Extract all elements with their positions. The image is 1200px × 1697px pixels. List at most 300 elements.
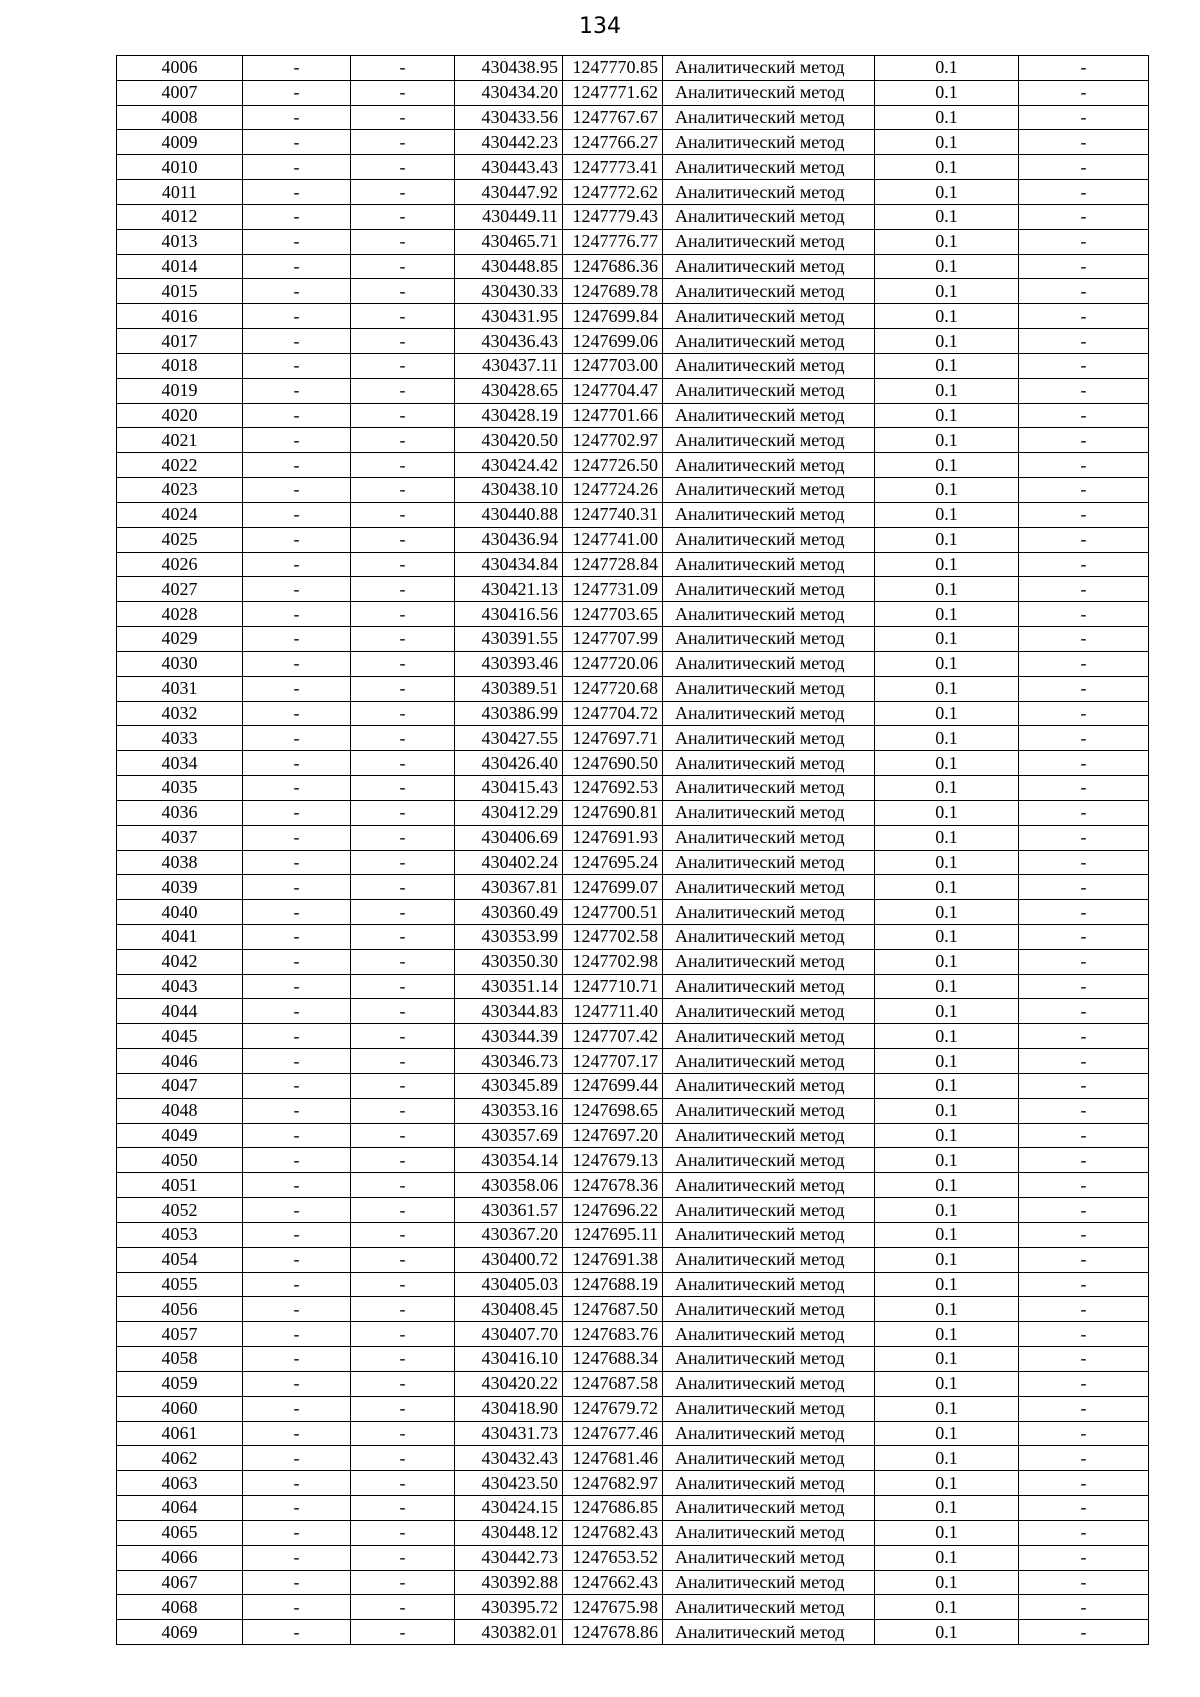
- x-coordinate-cell: 430408.45: [455, 1297, 563, 1322]
- point-number-cell: 4008: [117, 105, 243, 130]
- y-coordinate-cell: 1247704.47: [563, 378, 663, 403]
- point-number-cell: 4062: [117, 1446, 243, 1471]
- x-coordinate-cell: 430353.99: [455, 924, 563, 949]
- description-cell: -: [1019, 1421, 1149, 1446]
- point-number-cell: 4053: [117, 1222, 243, 1247]
- x-coordinate-cell: 430389.51: [455, 676, 563, 701]
- x-coordinate-cell: 430382.01: [455, 1620, 563, 1645]
- x-coordinate-cell: 430424.42: [455, 453, 563, 478]
- accuracy-cell: 0.1: [875, 776, 1019, 801]
- accuracy-cell: 0.1: [875, 800, 1019, 825]
- table-row: [117, 1471, 1149, 1496]
- table-row: [117, 1620, 1149, 1645]
- empty-cell: -: [351, 130, 455, 155]
- y-coordinate-cell: 1247779.43: [563, 204, 663, 229]
- description-cell: -: [1019, 1620, 1149, 1645]
- y-coordinate-cell: 1247771.62: [563, 80, 663, 105]
- empty-cell: -: [351, 627, 455, 652]
- x-coordinate-cell: 430428.19: [455, 403, 563, 428]
- y-coordinate-cell: 1247772.62: [563, 180, 663, 205]
- table-row: [117, 204, 1149, 229]
- x-coordinate-cell: 430402.24: [455, 850, 563, 875]
- empty-cell: -: [243, 701, 351, 726]
- method-cell: Аналитический метод: [663, 1024, 875, 1049]
- empty-cell: -: [351, 279, 455, 304]
- description-cell: -: [1019, 1545, 1149, 1570]
- accuracy-cell: 0.1: [875, 453, 1019, 478]
- empty-cell: -: [243, 527, 351, 552]
- accuracy-cell: 0.1: [875, 1297, 1019, 1322]
- method-cell: Аналитический метод: [663, 353, 875, 378]
- description-cell: -: [1019, 900, 1149, 925]
- y-coordinate-cell: 1247686.85: [563, 1496, 663, 1521]
- x-coordinate-cell: 430400.72: [455, 1247, 563, 1272]
- method-cell: Аналитический метод: [663, 204, 875, 229]
- point-number-cell: 4006: [117, 56, 243, 81]
- empty-cell: -: [351, 1247, 455, 1272]
- x-coordinate-cell: 430345.89: [455, 1073, 563, 1098]
- point-number-cell: 4027: [117, 577, 243, 602]
- description-cell: -: [1019, 329, 1149, 354]
- empty-cell: -: [351, 602, 455, 627]
- x-coordinate-cell: 430358.06: [455, 1173, 563, 1198]
- x-coordinate-cell: 430405.03: [455, 1272, 563, 1297]
- table-row: [117, 1222, 1149, 1247]
- method-cell: Аналитический метод: [663, 502, 875, 527]
- empty-cell: -: [243, 651, 351, 676]
- table-row: [117, 602, 1149, 627]
- accuracy-cell: 0.1: [875, 1073, 1019, 1098]
- table-row: [117, 1545, 1149, 1570]
- description-cell: -: [1019, 80, 1149, 105]
- description-cell: -: [1019, 1049, 1149, 1074]
- table-body: [117, 56, 1149, 1645]
- empty-cell: -: [351, 1471, 455, 1496]
- y-coordinate-cell: 1247686.36: [563, 254, 663, 279]
- table-row: [117, 155, 1149, 180]
- point-number-cell: 4028: [117, 602, 243, 627]
- point-number-cell: 4015: [117, 279, 243, 304]
- empty-cell: -: [243, 204, 351, 229]
- x-coordinate-cell: 430436.94: [455, 527, 563, 552]
- empty-cell: -: [243, 180, 351, 205]
- table-row: [117, 1198, 1149, 1223]
- table-row: [117, 180, 1149, 205]
- y-coordinate-cell: 1247720.06: [563, 651, 663, 676]
- y-coordinate-cell: 1247683.76: [563, 1322, 663, 1347]
- description-cell: -: [1019, 1198, 1149, 1223]
- description-cell: -: [1019, 180, 1149, 205]
- description-cell: -: [1019, 155, 1149, 180]
- description-cell: -: [1019, 552, 1149, 577]
- table-row: [117, 627, 1149, 652]
- point-number-cell: 4020: [117, 403, 243, 428]
- empty-cell: -: [351, 1570, 455, 1595]
- table-row: [117, 403, 1149, 428]
- empty-cell: -: [351, 453, 455, 478]
- method-cell: Аналитический метод: [663, 1371, 875, 1396]
- method-cell: Аналитический метод: [663, 1446, 875, 1471]
- x-coordinate-cell: 430354.14: [455, 1148, 563, 1173]
- table-row: [117, 80, 1149, 105]
- description-cell: -: [1019, 1173, 1149, 1198]
- x-coordinate-cell: 430447.92: [455, 180, 563, 205]
- accuracy-cell: 0.1: [875, 502, 1019, 527]
- y-coordinate-cell: 1247711.40: [563, 999, 663, 1024]
- empty-cell: -: [351, 378, 455, 403]
- table-row: [117, 999, 1149, 1024]
- accuracy-cell: 0.1: [875, 56, 1019, 81]
- method-cell: Аналитический метод: [663, 304, 875, 329]
- accuracy-cell: 0.1: [875, 1049, 1019, 1074]
- table-row: [117, 304, 1149, 329]
- description-cell: -: [1019, 726, 1149, 751]
- table-row: [117, 453, 1149, 478]
- empty-cell: -: [243, 1620, 351, 1645]
- accuracy-cell: 0.1: [875, 1471, 1019, 1496]
- accuracy-cell: 0.1: [875, 726, 1019, 751]
- method-cell: Аналитический метод: [663, 751, 875, 776]
- empty-cell: -: [351, 180, 455, 205]
- point-number-cell: 4066: [117, 1545, 243, 1570]
- point-number-cell: 4058: [117, 1347, 243, 1372]
- description-cell: -: [1019, 1570, 1149, 1595]
- empty-cell: -: [243, 1297, 351, 1322]
- accuracy-cell: 0.1: [875, 1024, 1019, 1049]
- accuracy-cell: 0.1: [875, 949, 1019, 974]
- description-cell: -: [1019, 701, 1149, 726]
- empty-cell: -: [351, 701, 455, 726]
- method-cell: Аналитический метод: [663, 1471, 875, 1496]
- method-cell: Аналитический метод: [663, 478, 875, 503]
- point-number-cell: 4019: [117, 378, 243, 403]
- x-coordinate-cell: 430431.95: [455, 304, 563, 329]
- empty-cell: -: [351, 428, 455, 453]
- coordinates-table: [116, 55, 1149, 1645]
- method-cell: Аналитический метод: [663, 825, 875, 850]
- empty-cell: -: [243, 924, 351, 949]
- point-number-cell: 4034: [117, 751, 243, 776]
- y-coordinate-cell: 1247679.72: [563, 1396, 663, 1421]
- table-row: [117, 229, 1149, 254]
- x-coordinate-cell: 430432.43: [455, 1446, 563, 1471]
- table-row: [117, 800, 1149, 825]
- accuracy-cell: 0.1: [875, 279, 1019, 304]
- x-coordinate-cell: 430426.40: [455, 751, 563, 776]
- point-number-cell: 4047: [117, 1073, 243, 1098]
- accuracy-cell: 0.1: [875, 403, 1019, 428]
- accuracy-cell: 0.1: [875, 130, 1019, 155]
- description-cell: -: [1019, 130, 1149, 155]
- accuracy-cell: 0.1: [875, 552, 1019, 577]
- accuracy-cell: 0.1: [875, 1272, 1019, 1297]
- empty-cell: -: [351, 527, 455, 552]
- description-cell: -: [1019, 1446, 1149, 1471]
- description-cell: -: [1019, 254, 1149, 279]
- table-row: [117, 329, 1149, 354]
- x-coordinate-cell: 430433.56: [455, 105, 563, 130]
- point-number-cell: 4025: [117, 527, 243, 552]
- empty-cell: -: [351, 1198, 455, 1223]
- description-cell: -: [1019, 279, 1149, 304]
- point-number-cell: 4032: [117, 701, 243, 726]
- table-row: [117, 1396, 1149, 1421]
- description-cell: -: [1019, 1222, 1149, 1247]
- point-number-cell: 4049: [117, 1123, 243, 1148]
- accuracy-cell: 0.1: [875, 875, 1019, 900]
- empty-cell: -: [243, 577, 351, 602]
- method-cell: Аналитический метод: [663, 999, 875, 1024]
- accuracy-cell: 0.1: [875, 602, 1019, 627]
- accuracy-cell: 0.1: [875, 1570, 1019, 1595]
- description-cell: -: [1019, 577, 1149, 602]
- x-coordinate-cell: 430367.20: [455, 1222, 563, 1247]
- point-number-cell: 4009: [117, 130, 243, 155]
- point-number-cell: 4010: [117, 155, 243, 180]
- accuracy-cell: 0.1: [875, 1198, 1019, 1223]
- empty-cell: -: [243, 1471, 351, 1496]
- accuracy-cell: 0.1: [875, 478, 1019, 503]
- description-cell: -: [1019, 1098, 1149, 1123]
- empty-cell: -: [351, 502, 455, 527]
- y-coordinate-cell: 1247690.81: [563, 800, 663, 825]
- empty-cell: -: [243, 329, 351, 354]
- description-cell: -: [1019, 1297, 1149, 1322]
- x-coordinate-cell: 430427.55: [455, 726, 563, 751]
- method-cell: Аналитический метод: [663, 1049, 875, 1074]
- method-cell: Аналитический метод: [663, 1148, 875, 1173]
- y-coordinate-cell: 1247679.13: [563, 1148, 663, 1173]
- empty-cell: -: [243, 1595, 351, 1620]
- x-coordinate-cell: 430367.81: [455, 875, 563, 900]
- accuracy-cell: 0.1: [875, 304, 1019, 329]
- method-cell: Аналитический метод: [663, 105, 875, 130]
- empty-cell: -: [243, 1396, 351, 1421]
- x-coordinate-cell: 430436.43: [455, 329, 563, 354]
- y-coordinate-cell: 1247741.00: [563, 527, 663, 552]
- empty-cell: -: [243, 453, 351, 478]
- x-coordinate-cell: 430442.23: [455, 130, 563, 155]
- y-coordinate-cell: 1247702.98: [563, 949, 663, 974]
- method-cell: Аналитический метод: [663, 329, 875, 354]
- accuracy-cell: 0.1: [875, 1173, 1019, 1198]
- method-cell: Аналитический метод: [663, 701, 875, 726]
- accuracy-cell: 0.1: [875, 1446, 1019, 1471]
- table-row: [117, 279, 1149, 304]
- y-coordinate-cell: 1247728.84: [563, 552, 663, 577]
- description-cell: -: [1019, 304, 1149, 329]
- accuracy-cell: 0.1: [875, 1545, 1019, 1570]
- description-cell: -: [1019, 1247, 1149, 1272]
- accuracy-cell: 0.1: [875, 1595, 1019, 1620]
- method-cell: Аналитический метод: [663, 1272, 875, 1297]
- empty-cell: -: [351, 1347, 455, 1372]
- empty-cell: -: [243, 726, 351, 751]
- accuracy-cell: 0.1: [875, 1123, 1019, 1148]
- x-coordinate-cell: 430428.65: [455, 378, 563, 403]
- empty-cell: -: [243, 800, 351, 825]
- empty-cell: -: [243, 1446, 351, 1471]
- method-cell: Аналитический метод: [663, 577, 875, 602]
- table-row: [117, 825, 1149, 850]
- point-number-cell: 4055: [117, 1272, 243, 1297]
- table-row: [117, 850, 1149, 875]
- empty-cell: -: [243, 229, 351, 254]
- accuracy-cell: 0.1: [875, 999, 1019, 1024]
- empty-cell: -: [243, 155, 351, 180]
- empty-cell: -: [351, 1520, 455, 1545]
- accuracy-cell: 0.1: [875, 1222, 1019, 1247]
- method-cell: Аналитический метод: [663, 676, 875, 701]
- description-cell: -: [1019, 1322, 1149, 1347]
- x-coordinate-cell: 430438.10: [455, 478, 563, 503]
- description-cell: -: [1019, 1371, 1149, 1396]
- empty-cell: -: [243, 403, 351, 428]
- table-row: [117, 751, 1149, 776]
- method-cell: Аналитический метод: [663, 1396, 875, 1421]
- table-row: [117, 577, 1149, 602]
- empty-cell: -: [351, 1148, 455, 1173]
- table-row: [117, 428, 1149, 453]
- x-coordinate-cell: 430448.85: [455, 254, 563, 279]
- empty-cell: -: [243, 1421, 351, 1446]
- empty-cell: -: [243, 279, 351, 304]
- point-number-cell: 4067: [117, 1570, 243, 1595]
- method-cell: Аналитический метод: [663, 254, 875, 279]
- point-number-cell: 4033: [117, 726, 243, 751]
- description-cell: -: [1019, 453, 1149, 478]
- empty-cell: -: [243, 105, 351, 130]
- point-number-cell: 4046: [117, 1049, 243, 1074]
- point-number-cell: 4044: [117, 999, 243, 1024]
- y-coordinate-cell: 1247689.78: [563, 279, 663, 304]
- point-number-cell: 4057: [117, 1322, 243, 1347]
- x-coordinate-cell: 430423.50: [455, 1471, 563, 1496]
- point-number-cell: 4011: [117, 180, 243, 205]
- point-number-cell: 4012: [117, 204, 243, 229]
- y-coordinate-cell: 1247699.84: [563, 304, 663, 329]
- accuracy-cell: 0.1: [875, 1347, 1019, 1372]
- empty-cell: -: [243, 1049, 351, 1074]
- y-coordinate-cell: 1247698.65: [563, 1098, 663, 1123]
- point-number-cell: 4029: [117, 627, 243, 652]
- description-cell: -: [1019, 204, 1149, 229]
- x-coordinate-cell: 430434.84: [455, 552, 563, 577]
- y-coordinate-cell: 1247687.58: [563, 1371, 663, 1396]
- y-coordinate-cell: 1247770.85: [563, 56, 663, 81]
- x-coordinate-cell: 430391.55: [455, 627, 563, 652]
- method-cell: Аналитический метод: [663, 180, 875, 205]
- empty-cell: -: [351, 1322, 455, 1347]
- point-number-cell: 4068: [117, 1595, 243, 1620]
- accuracy-cell: 0.1: [875, 80, 1019, 105]
- point-number-cell: 4064: [117, 1496, 243, 1521]
- point-number-cell: 4026: [117, 552, 243, 577]
- x-coordinate-cell: 430420.50: [455, 428, 563, 453]
- x-coordinate-cell: 430465.71: [455, 229, 563, 254]
- y-coordinate-cell: 1247688.34: [563, 1347, 663, 1372]
- x-coordinate-cell: 430406.69: [455, 825, 563, 850]
- y-coordinate-cell: 1247678.36: [563, 1173, 663, 1198]
- point-number-cell: 4014: [117, 254, 243, 279]
- method-cell: Аналитический метод: [663, 1322, 875, 1347]
- empty-cell: -: [351, 1222, 455, 1247]
- x-coordinate-cell: 430392.88: [455, 1570, 563, 1595]
- y-coordinate-cell: 1247687.50: [563, 1297, 663, 1322]
- table-row: [117, 1371, 1149, 1396]
- empty-cell: -: [351, 974, 455, 999]
- empty-cell: -: [243, 1198, 351, 1223]
- accuracy-cell: 0.1: [875, 329, 1019, 354]
- table-row: [117, 1421, 1149, 1446]
- y-coordinate-cell: 1247776.77: [563, 229, 663, 254]
- y-coordinate-cell: 1247702.97: [563, 428, 663, 453]
- table-row: [117, 1595, 1149, 1620]
- table-row: [117, 254, 1149, 279]
- method-cell: Аналитический метод: [663, 924, 875, 949]
- empty-cell: -: [243, 850, 351, 875]
- x-coordinate-cell: 430395.72: [455, 1595, 563, 1620]
- x-coordinate-cell: 430437.11: [455, 353, 563, 378]
- empty-cell: -: [243, 80, 351, 105]
- description-cell: -: [1019, 1073, 1149, 1098]
- method-cell: Аналитический метод: [663, 130, 875, 155]
- empty-cell: -: [351, 403, 455, 428]
- x-coordinate-cell: 430431.73: [455, 1421, 563, 1446]
- page-number: 134: [579, 14, 621, 39]
- description-cell: -: [1019, 800, 1149, 825]
- empty-cell: -: [351, 1272, 455, 1297]
- table-row: [117, 378, 1149, 403]
- y-coordinate-cell: 1247699.06: [563, 329, 663, 354]
- method-cell: Аналитический метод: [663, 875, 875, 900]
- table-row: [117, 1347, 1149, 1372]
- x-coordinate-cell: 430424.15: [455, 1496, 563, 1521]
- accuracy-cell: 0.1: [875, 105, 1019, 130]
- accuracy-cell: 0.1: [875, 1322, 1019, 1347]
- x-coordinate-cell: 430443.43: [455, 155, 563, 180]
- method-cell: Аналитический метод: [663, 279, 875, 304]
- point-number-cell: 4045: [117, 1024, 243, 1049]
- empty-cell: -: [351, 1595, 455, 1620]
- empty-cell: -: [243, 1123, 351, 1148]
- point-number-cell: 4050: [117, 1148, 243, 1173]
- point-number-cell: 4048: [117, 1098, 243, 1123]
- y-coordinate-cell: 1247695.11: [563, 1222, 663, 1247]
- description-cell: -: [1019, 353, 1149, 378]
- x-coordinate-cell: 430440.88: [455, 502, 563, 527]
- description-cell: -: [1019, 1024, 1149, 1049]
- empty-cell: -: [243, 1371, 351, 1396]
- y-coordinate-cell: 1247703.00: [563, 353, 663, 378]
- empty-cell: -: [351, 304, 455, 329]
- accuracy-cell: 0.1: [875, 1148, 1019, 1173]
- x-coordinate-cell: 430416.56: [455, 602, 563, 627]
- y-coordinate-cell: 1247691.38: [563, 1247, 663, 1272]
- table-row: [117, 1148, 1149, 1173]
- point-number-cell: 4007: [117, 80, 243, 105]
- method-cell: Аналитический метод: [663, 1198, 875, 1223]
- accuracy-cell: 0.1: [875, 974, 1019, 999]
- table-row: [117, 875, 1149, 900]
- y-coordinate-cell: 1247701.66: [563, 403, 663, 428]
- table-row: [117, 701, 1149, 726]
- y-coordinate-cell: 1247690.50: [563, 751, 663, 776]
- x-coordinate-cell: 430350.30: [455, 949, 563, 974]
- empty-cell: -: [351, 850, 455, 875]
- accuracy-cell: 0.1: [875, 1520, 1019, 1545]
- table-row: [117, 56, 1149, 81]
